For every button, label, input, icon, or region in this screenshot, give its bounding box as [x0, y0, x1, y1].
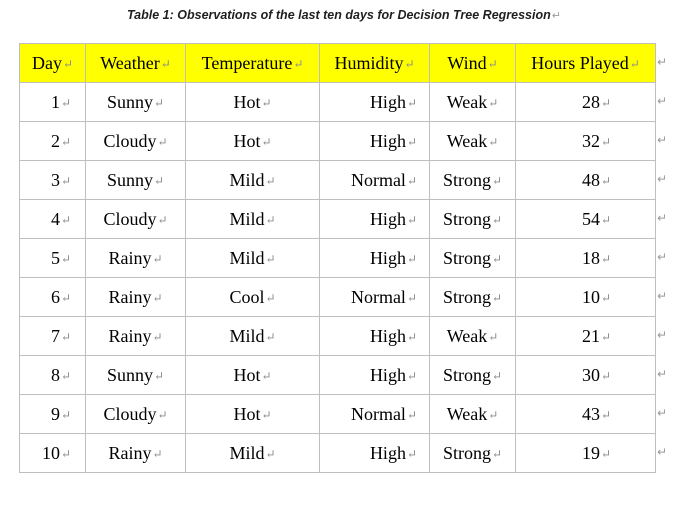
cell-end-mark: ↵ — [488, 329, 499, 344]
cell-end-mark: ↵ — [600, 290, 611, 305]
cell-hum — [320, 278, 430, 317]
cell-weather — [86, 122, 186, 161]
cell-value: Hot — [233, 91, 261, 112]
cell-hum — [320, 239, 430, 278]
cell-weather — [86, 161, 186, 200]
column-header-label: Day — [31, 52, 62, 73]
caption-text: Table 1: Observations of the last ten days for Decision Tree Regression — [127, 8, 551, 22]
cell-value: Weak — [446, 91, 488, 112]
row-end-mark: ↵ — [657, 94, 668, 108]
cell-end-mark: ↵ — [60, 251, 71, 266]
cell-end-mark: ↵ — [153, 95, 165, 110]
cell-day — [20, 161, 86, 200]
cell-end-mark: ↵ — [153, 368, 165, 383]
cell-end-mark: ↵ — [261, 368, 272, 383]
table-row — [20, 356, 656, 395]
cell-temp — [186, 83, 320, 122]
cell-value: Rainy — [108, 442, 152, 463]
cell-value: Weak — [446, 403, 488, 424]
cell-value: 19 — [581, 442, 600, 463]
row-end-mark: ↵ — [657, 172, 668, 186]
cell-end-mark: ↵ — [406, 134, 417, 149]
cell-hours — [516, 395, 656, 434]
cell-value: Cloudy — [103, 403, 157, 424]
cell-value: High — [369, 325, 406, 346]
cell-end-mark: ↵ — [152, 251, 163, 266]
cell-end-mark: ↵ — [157, 212, 168, 227]
cell-end-mark: ↵ — [265, 329, 276, 344]
cell-end-mark: ↵ — [60, 95, 71, 110]
cell-end-mark: ↵ — [491, 251, 503, 266]
cell-value: Normal — [350, 169, 406, 190]
cell-wind — [430, 200, 516, 239]
cell-hours — [516, 239, 656, 278]
column-header-label: Humidity — [334, 52, 404, 73]
cell-value: Rainy — [108, 325, 152, 346]
cell-end-mark: ↵ — [406, 368, 417, 383]
cell-hours — [516, 278, 656, 317]
cell-value: Cool — [229, 286, 265, 307]
table-row — [20, 200, 656, 239]
cell-end-mark: ↵ — [488, 134, 499, 149]
cell-value: Sunny — [106, 91, 153, 112]
cell-value: 28 — [581, 91, 600, 112]
cell-end-mark: ↵ — [487, 56, 498, 71]
cell-hours — [516, 200, 656, 239]
cell-value: 2 — [50, 130, 60, 151]
table-row — [20, 278, 656, 317]
cell-end-mark: ↵ — [261, 407, 272, 422]
cell-end-mark: ↵ — [491, 212, 503, 227]
cell-value: 18 — [581, 247, 600, 268]
cell-end-mark: ↵ — [265, 251, 276, 266]
cell-wind — [430, 317, 516, 356]
cell-weather — [86, 317, 186, 356]
cell-weather — [86, 434, 186, 473]
cell-wind — [430, 356, 516, 395]
cell-end-mark: ↵ — [406, 446, 417, 461]
cell-end-mark: ↵ — [600, 368, 611, 383]
cell-end-mark: ↵ — [60, 407, 71, 422]
cell-hours — [516, 161, 656, 200]
cell-end-mark: ↵ — [629, 56, 640, 71]
cell-end-mark: ↵ — [406, 173, 417, 188]
cell-end-mark: ↵ — [600, 251, 611, 266]
cell-value: 43 — [581, 403, 600, 424]
cell-end-mark: ↵ — [491, 173, 503, 188]
cell-hum — [320, 83, 430, 122]
cell-hum — [320, 317, 430, 356]
table-row — [20, 122, 656, 161]
cell-temp — [186, 395, 320, 434]
cell-value: High — [369, 130, 406, 151]
cell-wind — [430, 395, 516, 434]
cell-value: High — [369, 364, 406, 385]
cell-end-mark: ↵ — [488, 95, 499, 110]
table-caption — [0, 8, 688, 22]
cell-value: Weak — [446, 130, 488, 151]
cell-end-mark: ↵ — [600, 134, 611, 149]
cell-end-mark: ↵ — [60, 134, 71, 149]
cell-end-mark: ↵ — [62, 56, 74, 71]
cell-value: 3 — [50, 169, 60, 190]
cell-end-mark: ↵ — [60, 446, 71, 461]
cell-weather — [86, 395, 186, 434]
cell-end-mark: ↵ — [406, 95, 417, 110]
cell-hours — [516, 356, 656, 395]
cell-end-mark: ↵ — [406, 212, 417, 227]
observations-table — [19, 43, 656, 473]
row-end-mark: ↵ — [657, 133, 668, 147]
cell-hum — [320, 356, 430, 395]
cell-value: Strong — [442, 286, 491, 307]
cell-wind — [430, 83, 516, 122]
cell-hum — [320, 434, 430, 473]
cell-value: High — [369, 91, 406, 112]
header-row — [20, 44, 656, 83]
paragraph-mark: ↵ — [551, 10, 561, 22]
cell-end-mark: ↵ — [491, 368, 503, 383]
cell-temp — [186, 200, 320, 239]
cell-end-mark: ↵ — [153, 173, 165, 188]
cell-end-mark: ↵ — [60, 368, 71, 383]
cell-day — [20, 200, 86, 239]
cell-end-mark: ↵ — [157, 134, 168, 149]
row-end-mark: ↵ — [657, 250, 668, 264]
cell-value: Rainy — [108, 286, 152, 307]
row-end-mark: ↵ — [657, 328, 668, 342]
cell-end-mark: ↵ — [265, 446, 276, 461]
cell-value: Strong — [442, 247, 491, 268]
cell-end-mark: ↵ — [491, 446, 503, 461]
cell-value: Mild — [229, 169, 265, 190]
cell-value: Rainy — [108, 247, 152, 268]
cell-end-mark: ↵ — [600, 446, 611, 461]
cell-value: Normal — [350, 286, 406, 307]
cell-value: Cloudy — [103, 130, 157, 151]
cell-wind — [430, 278, 516, 317]
cell-value: Mild — [229, 442, 265, 463]
cell-day — [20, 356, 86, 395]
cell-weather — [86, 200, 186, 239]
cell-value: 6 — [50, 286, 60, 307]
cell-value: Cloudy — [103, 208, 157, 229]
cell-temp — [186, 278, 320, 317]
cell-hours — [516, 434, 656, 473]
table-row — [20, 83, 656, 122]
cell-end-mark: ↵ — [404, 56, 415, 71]
cell-end-mark: ↵ — [488, 407, 499, 422]
column-header-label: Weather — [100, 52, 160, 73]
cell-end-mark: ↵ — [60, 173, 71, 188]
cell-value: 1 — [50, 91, 60, 112]
cell-value: Strong — [442, 208, 491, 229]
cell-value: Mild — [229, 325, 265, 346]
cell-value: Hot — [233, 364, 261, 385]
row-end-mark: ↵ — [657, 211, 668, 225]
cell-value: 8 — [50, 364, 60, 385]
cell-hours — [516, 122, 656, 161]
cell-value: 9 — [50, 403, 60, 424]
cell-value: 7 — [50, 325, 60, 346]
cell-hum — [320, 161, 430, 200]
column-header-day — [20, 44, 86, 83]
column-header-weather — [86, 44, 186, 83]
cell-value: 10 — [581, 286, 600, 307]
table-body — [20, 83, 656, 473]
cell-end-mark: ↵ — [406, 290, 417, 305]
cell-value: Strong — [442, 169, 491, 190]
cell-end-mark: ↵ — [152, 446, 163, 461]
cell-wind — [430, 122, 516, 161]
cell-value: Sunny — [106, 364, 153, 385]
cell-day — [20, 395, 86, 434]
cell-hum — [320, 395, 430, 434]
table-row — [20, 434, 656, 473]
cell-value: 21 — [581, 325, 600, 346]
cell-value: Hot — [233, 403, 261, 424]
cell-value: 48 — [581, 169, 600, 190]
cell-value: Weak — [446, 325, 488, 346]
table-row — [20, 239, 656, 278]
cell-value: High — [369, 208, 406, 229]
cell-end-mark: ↵ — [600, 95, 611, 110]
cell-temp — [186, 239, 320, 278]
cell-end-mark: ↵ — [152, 329, 163, 344]
table-row — [20, 317, 656, 356]
cell-hum — [320, 122, 430, 161]
cell-value: High — [369, 247, 406, 268]
cell-end-mark: ↵ — [406, 329, 417, 344]
column-header-label: Temperature — [201, 52, 293, 73]
cell-value: Normal — [350, 403, 406, 424]
cell-value: Hot — [233, 130, 261, 151]
cell-value: Strong — [442, 364, 491, 385]
cell-end-mark: ↵ — [600, 212, 611, 227]
row-end-mark: ↵ — [657, 445, 668, 459]
cell-value: 30 — [581, 364, 600, 385]
cell-end-mark: ↵ — [160, 56, 171, 71]
cell-day — [20, 83, 86, 122]
cell-end-mark: ↵ — [60, 290, 71, 305]
cell-end-mark: ↵ — [406, 407, 417, 422]
cell-end-mark: ↵ — [265, 290, 276, 305]
column-header-label: Wind — [447, 52, 487, 73]
cell-value: 10 — [41, 442, 60, 463]
cell-weather — [86, 278, 186, 317]
cell-temp — [186, 356, 320, 395]
cell-value: 4 — [50, 208, 60, 229]
cell-weather — [86, 356, 186, 395]
cell-end-mark: ↵ — [293, 56, 304, 71]
row-end-mark: ↵ — [657, 406, 668, 420]
column-header-wind — [430, 44, 516, 83]
cell-value: 54 — [581, 208, 600, 229]
cell-hours — [516, 83, 656, 122]
cell-value: Sunny — [106, 169, 153, 190]
cell-hum — [320, 200, 430, 239]
cell-weather — [86, 83, 186, 122]
cell-end-mark: ↵ — [157, 407, 168, 422]
cell-end-mark: ↵ — [600, 329, 611, 344]
column-header-hum — [320, 44, 430, 83]
cell-temp — [186, 434, 320, 473]
cell-day — [20, 278, 86, 317]
cell-end-mark: ↵ — [152, 290, 163, 305]
row-end-mark: ↵ — [657, 289, 668, 303]
table-row — [20, 161, 656, 200]
column-header-temp — [186, 44, 320, 83]
cell-hours — [516, 317, 656, 356]
cell-wind — [430, 434, 516, 473]
cell-end-mark: ↵ — [406, 251, 417, 266]
cell-day — [20, 239, 86, 278]
column-header-label: Hours Played — [531, 52, 629, 73]
cell-value: Mild — [229, 208, 265, 229]
row-end-mark: ↵ — [657, 55, 668, 69]
column-header-hours — [516, 44, 656, 83]
cell-temp — [186, 122, 320, 161]
table-row — [20, 395, 656, 434]
cell-day — [20, 122, 86, 161]
cell-day — [20, 434, 86, 473]
cell-value: High — [369, 442, 406, 463]
cell-end-mark: ↵ — [600, 407, 611, 422]
row-end-mark: ↵ — [657, 367, 668, 381]
cell-value: Strong — [442, 442, 491, 463]
cell-wind — [430, 239, 516, 278]
cell-end-mark: ↵ — [491, 290, 503, 305]
cell-end-mark: ↵ — [265, 212, 276, 227]
cell-end-mark: ↵ — [600, 173, 611, 188]
cell-end-mark: ↵ — [60, 329, 71, 344]
cell-wind — [430, 161, 516, 200]
cell-end-mark: ↵ — [261, 95, 272, 110]
cell-end-mark: ↵ — [60, 212, 71, 227]
cell-end-mark: ↵ — [265, 173, 276, 188]
cell-day — [20, 317, 86, 356]
cell-weather — [86, 239, 186, 278]
cell-value: 5 — [50, 247, 60, 268]
cell-value: Mild — [229, 247, 265, 268]
cell-temp — [186, 161, 320, 200]
cell-end-mark: ↵ — [261, 134, 272, 149]
cell-value: 32 — [581, 130, 600, 151]
cell-temp — [186, 317, 320, 356]
